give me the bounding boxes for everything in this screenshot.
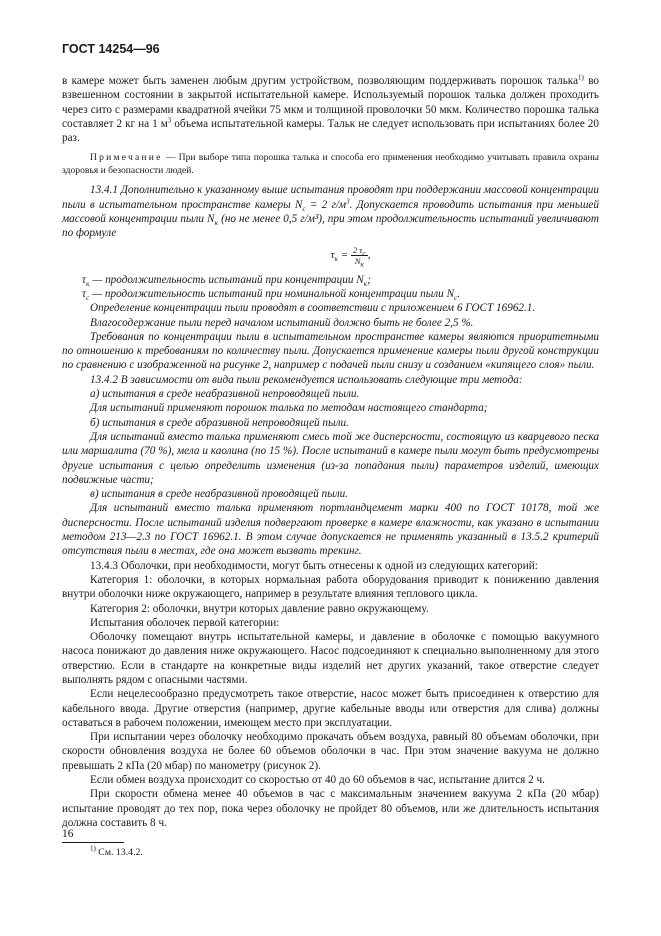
duration-formula: $\tau_к$ = $\frac{2 \tau_с}{N_к}$ , <box>330 244 371 269</box>
note-label: Примечание <box>90 152 163 164</box>
section-13-4-2-heading: 13.4.2 В зависимости от вида пыли рекомендуется использовать следующие три метода: <box>90 373 523 386</box>
method-c-text: Для испытаний вместо талька применяют портландцемент марки 400 по ГОСТ 10178, той же дисперсности. После испытаний изделия подвергают проверке в камере влажности, как указано в испытании методом 213—2.3 по ГОСТ 16962.1. В этом случае допускается не применять указанный в 13.5.2 критерий отсутствия пыли в местах, где она может вызвать трекинг. <box>62 502 599 558</box>
paragraph-vacuum-pump: Оболочку помещают внутрь испытательной камеры, и давление в оболочке с помощью вакуумного насоса понижают до давления ниже окружающего. Насос подсоединяют к специально выполненному для этого отверстию. Если в стандарте на конкретные виды изделий нет других указаний, такое отверстие следует выполнять рядом с опасными частями. <box>62 631 599 686</box>
method-a-text: Для испытаний применяют порошок талька по методам настоящего стандарта; <box>90 402 488 415</box>
paragraph-cable-entry: Если нецелесообразно предусмотреть такое отверстие, насос может быть присоединен к отверстию для кабельного ввода. Другие отверстия (например, другие кабельные вводы или отверстия для слива) должны оставаться в рабочем положении, имеющем место при эксплуатации. <box>62 688 599 729</box>
note-paragraph: Примечание — При выборе типа порошка талька и способа его применения необходимо учитывать правила охраны здоровья и безопасности людей. <box>62 152 599 177</box>
first-category-tests: Испытания оболочек первой категории: <box>90 616 280 629</box>
paragraph-exchange-rate: Если обмен воздуха происходит со скоростью от 40 до 60 объемов в час, испытание длится 2 ч. <box>90 774 545 787</box>
method-a-title: а) испытания в среде неабразивной непроводящей пыли. <box>90 388 360 401</box>
paragraph-low-exchange: При скорости обмена менее 40 объемов в час с максимальным значением вакуума 2 кПа (20 мбар) испытание проводят до тех пор, пока через оболочку не пройдет 80 объемов, или же длительность испытания должна составить 8 ч. <box>62 788 599 829</box>
section-13-4-3-heading: 13.4.3 Оболочки, при необходимости, могут быть отнесены к одной из следующих категорий: <box>90 559 538 572</box>
paragraph-requirements: Требования по концентрации пыли в испытательном пространстве камеры являются приоритетными по отношению к требованиям по количеству пыли. Допускается применение камеры пыли другой конструкции по сравнению с изображенной на рисунке 2, например с подачей пыли снизу и созданием «кипящего слоя» пыли. <box>62 330 599 372</box>
page-header-title: ГОСТ 14254—96 <box>62 42 160 56</box>
paragraph-moisture: Влагосодержание пыли перед началом испытаний должно быть не более 2,5 %. <box>90 316 474 329</box>
paragraph-air-volume: При испытании через оболочку необходимо прокачать объем воздуха, равный 80 объемам оболочки, при скорости обновления воздуха не более 60 объемов оболочки в час. При этом значение вакуума не должно превышать 2 кПа (20 мбар) по манометру (рисунок 2). <box>62 731 599 772</box>
category-1: Категория 1: оболочки, в которых нормальная работа оборудования приводит к понижению давления внутри оболочки ниже окружающего, например в результате влияния теплового цикла. <box>62 573 599 601</box>
footnote: $^{1)}$ См. 13.4.2. <box>90 844 143 859</box>
category-2: Категория 2: оболочки, внутри которых давление равно окружающему. <box>90 602 429 615</box>
footnote-ref: 1) <box>578 73 584 82</box>
method-b-text: Для испытаний вместо талька применяют смесь той же дисперсности, состоящую из кварцевого песка или маршалита (70 %), мела и каолина (по 15 %). После испытаний в камере пыли могут быть предусмотрены другие испытания с целью определить изменения (из-за попадания пыли) параметров изделий, имеющих подвижные части; <box>62 430 599 486</box>
method-b-title: б) испытания в среде абразивной непроводящей пыли. <box>90 416 349 429</box>
paragraph-concentration: Определение концентрации пыли проводят в соответствии с приложением 6 ГОСТ 16962.1. <box>90 302 536 315</box>
definition-tau-c: $\tau_с$ — продолжительность испытаний при номинальной концентрации пыли $N_с$. <box>82 287 461 303</box>
section-13-4-1: 13.4.1 Дополнительно к указанному выше испытания проводят при поддержании массовой концентрации пыли в испытательном пространстве камеры $N_с = 2$ $г/м^3$. Допускается проводить испытания при меньшей массовой концентрации пыли $N_к$ (но не менее 0,5 г/м³), при этом продолжительность испытаний увеличивают по формуле <box>62 184 599 240</box>
definition-tau-k: $\tau_к$ — продолжительность испытаний при концентрации $N_к$; <box>82 273 371 288</box>
method-c-title: в) испытания в среде неабразивной проводящей пыли. <box>90 488 348 501</box>
document-page <box>62 42 599 859</box>
page-number: 16 <box>62 828 74 840</box>
intro-paragraph: в камере может быть заменен любым другим устройством, позволяющим поддерживать порошок талька$^{1)}$ во взвешенном состоянии в закрытой испытательной камере. Используемый порошок талька должен проходить через сито с размерами квадратной ячейки 75 мкм и толщиной проволочки 50 мкм. Количество порошка талька составляет 2 кг на 1 $м^3$ объема испытательной камеры. Тальк не следует использовать при испытаниях более 20 раз. <box>62 73 599 145</box>
footnote-divider <box>62 842 124 843</box>
